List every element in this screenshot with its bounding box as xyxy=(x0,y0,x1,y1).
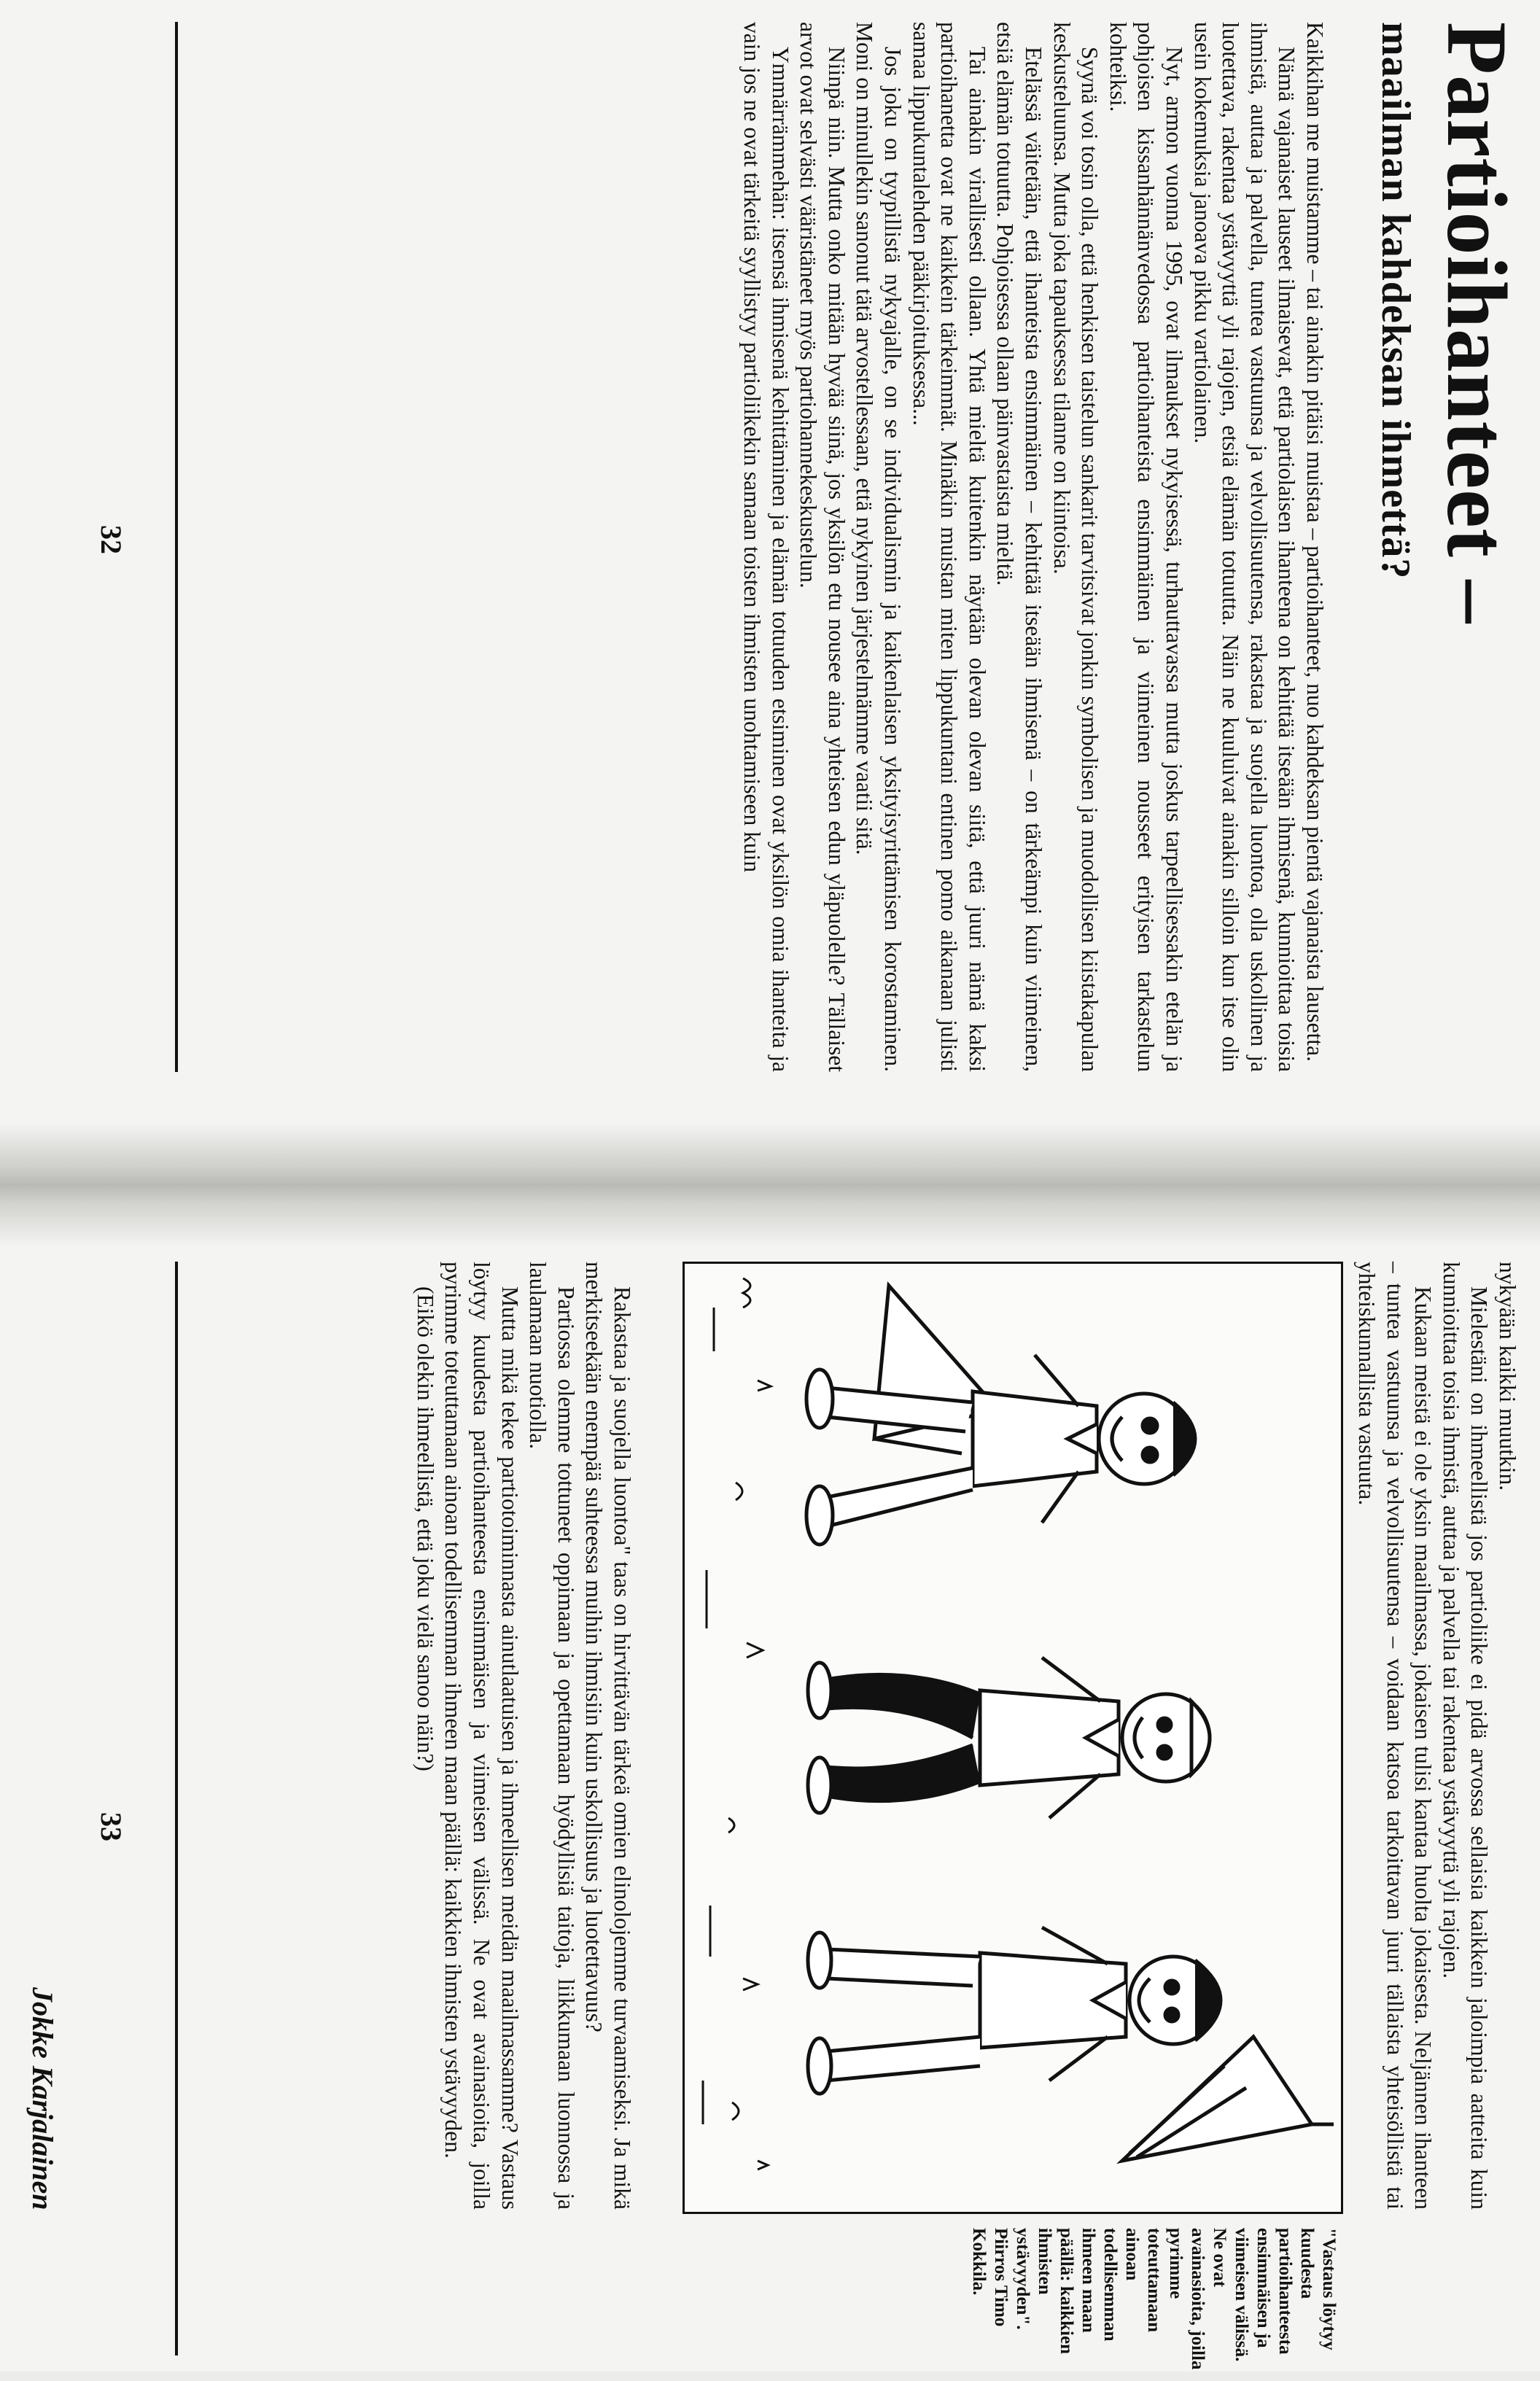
paragraph: Mielestäni on ihmeellistä jos partioliike ei pidä arvossa sellaisia kaikkein jaloimpia aatteita kuin kunnioittaa toisia ihmistä, auttaa ja palvella tai rakentaa ystävyyttä yli rajojen. xyxy=(1438,1262,1493,2210)
cartoon-drawing xyxy=(685,1264,1341,2212)
article-title: Partioihanteet – xyxy=(1429,22,1525,624)
paragraph: Rakastaa ja suojella luontoa" taas on hirvittävän tärkeä omien elinolojemme turvaamiseksi. Ja mikä merkitseekään enempää suhteessa muihin ihmisiin kuin uskollisuus ja luotettavuus? xyxy=(581,1262,635,2210)
paragraph: (Eikö olekin ihmeellistä, että joku vielä sanoo näin?) xyxy=(412,1286,438,1771)
article-body-right-bottom xyxy=(411,1262,636,2210)
paragraph: Nämä vajanaiset lauseet ilmaisevat, että partiolaisen ihanteena on kehittää itseään ihmisenä, kunnioittaa toisia ihmistä, auttaa ja palvella, tuntea vastuunsa ja velvollisuutensa, rakastaa ja suojella luontoa, olla uskollinen ja luotettava, rakentaa ystävyyttä yli rajojen, etsiä elämän totuutta. Näin ne kuuluivat ainakin silloin kun itse olin usein kokemuksia janoava pikku vartiolainen. xyxy=(1189,22,1300,1072)
paragraph: Jos joku on tyypillistä nykyajalle, on se individualismin ja kaikenlaisen yksityisyrittämisen korostaminen. Moni on minullekin sanonut tätä arvostellessaan, että nykyinen järjestelmämme vaatii sitä. xyxy=(852,22,906,1072)
author-signature: Jokke Karjalainen xyxy=(26,1987,59,2210)
article-body-left xyxy=(738,22,1329,1072)
paragraph: Mutta mikä tekee partiotoiminnasta ainutlaatuisen ja ihmeellisen meidän maailmassamme? Vastaus löytyy kuudesta partioihanteesta ensimmäisen ja viimeisen välissä. Ne ovat avainasioita, joilla pyrimme toteuttamaan ainoan todellisemman ihmeen maan päällä: kaikkien ihmisten ystävyyden. xyxy=(440,1262,523,2210)
paragraph: Kaikkihan me muistamme – tai ainakin pitäisi muistaa – partioihanteet, nuo kahdeksan pientä vajanaista lausetta. xyxy=(1302,22,1328,1062)
page-32 xyxy=(0,0,1540,1123)
article-subtitle: maailman kahdeksan ihmettä? xyxy=(1373,22,1418,580)
paragraph: Partiossa olemme tottuneet oppimaan ja opettamaan hyödyllisiä taitoja, liikkumaan luonnossa ja laulamaan nuotiolla. xyxy=(525,1262,579,2210)
paragraph: Niinpä niin. Mutta onko mitään hyvää siinä, jos yksilön etu nousee aina yhteisen edun yläpuolelle? Tällaiset arvot ovat selvästi vääristäneet myös partiohannekeskustelun. xyxy=(796,22,849,1072)
paragraph: Kukaan meistä ei ole yksin maailmassa, jokaisen tulisi kantaa huolta jokaisesta. Neljännen ihanteen – tuntea vastuunsa ja velvollisuutensa – voidaan katsoa tarkoittavan juuri tällaista yhteisöllistä tai yhteiskunnallista vastuuta. xyxy=(1354,1262,1436,2210)
bottom-rule xyxy=(175,1262,178,2355)
paragraph: Ymmärrämmehän: itsensä ihmisenä kehittäminen ja elämän totuuden etsiminen ovat yksilön omia ihanteita ja vain jos ne ovat tärkeitä syyllistyy partioliikekin samaan toisten ihmisten unohtamiseen kuin xyxy=(739,22,793,1072)
page-gutter xyxy=(0,1123,1540,1247)
illustration-caption: "Vastaus löytyy kuudesta partioihanteesta ensimmäisen ja viimeisen välissä. Ne ovat avainasioita, joilla pyrimme toteuttamaan ainoan todellisemman ihmeen maan päällä: kaikkien ihmisten ystävyyden". Piirros Timo Kokkila. xyxy=(969,2228,1339,2370)
paragraph: Etelässä väitetään, että ihanteista ensimmäinen – kehittää itseään ihmisenä – on tärkeämpi kuin viimeinen, etsiä elämän totuutta. Pohjoisessa ollaan päinvastaista mieltä. xyxy=(992,22,1047,1072)
paragraph: Nyt, armon vuonna 1995, ovat ilmaukset nykyisessä, turhauttavassa mutta joskus tarpeellisessakin etelän ja pohjoisen kissanhännänvedossa partioihanteista ensimmäinen ja viimeinen nousseet erityisen tarkastelun kohteiksi. xyxy=(1105,22,1188,1072)
page-number: 33 xyxy=(95,1812,128,1841)
paragraph: nykyään kaikki muutkin. xyxy=(1495,1262,1520,1491)
page-number: 32 xyxy=(95,525,128,554)
page-33 xyxy=(0,1247,1540,2372)
bottom-rule xyxy=(175,22,178,1072)
paragraph: Syynä voi tosin olla, että henkisen taistelun sankarit tarvitsivat jonkin symbolisen ja muodollisen kiistakapulan keskusteluunsa. Mutta joka tapauksessa tilanne on kiintoisa. xyxy=(1049,22,1103,1072)
article-body-right-top xyxy=(1352,1262,1521,2210)
scout-cartoon-illustration xyxy=(682,1262,1343,2214)
paragraph: Tai ainakin virallisesti ollaan. Yhtä mieltä kuitenkin näytään olevan olevan siitä, että juuri nämä kaksi partioihanetta ovat ne kaikkein tärkeimmät. Minäkin muistan miten lippukuntani entinen pomo aikanaan julisti samaa lippukuntalehden pääkirjoituksessa... xyxy=(908,22,990,1072)
